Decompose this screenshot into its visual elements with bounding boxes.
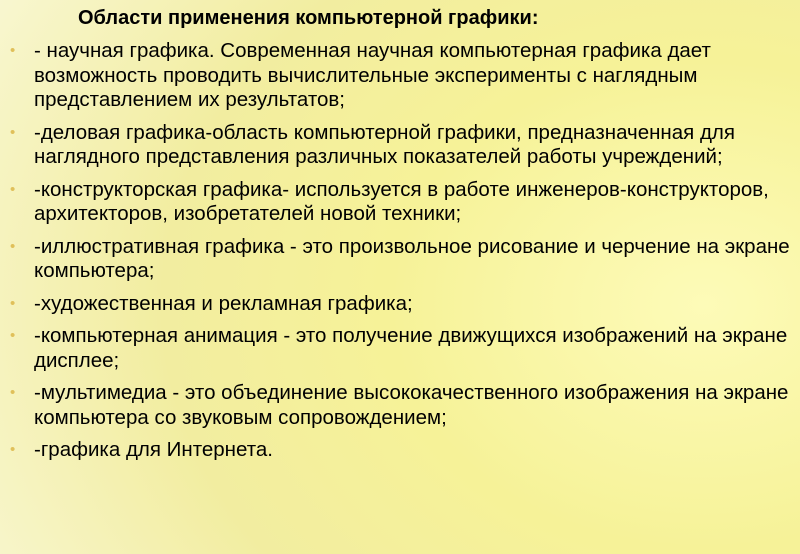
list-item	[10, 324, 794, 373]
list-item	[10, 292, 794, 317]
slide-title: Области применения компьютерной графики:	[78, 7, 539, 29]
list-item	[10, 178, 794, 227]
bullet-icon: •	[10, 384, 16, 401]
list-item-text: -графика для Интернета.	[34, 438, 273, 461]
list-item-text: -мультимедиа - это объединение высококачественного изображения на экране компьютера со звуковым сопровождением;	[34, 381, 789, 429]
list-item	[10, 381, 794, 430]
list-item	[10, 438, 794, 463]
bullet-icon: •	[10, 123, 16, 141]
bullet-icon: •	[10, 180, 16, 198]
bullet-list	[10, 39, 794, 471]
bullet-icon: •	[10, 327, 16, 344]
bullet-icon: •	[10, 237, 16, 255]
bullet-icon: •	[10, 441, 16, 458]
bullet-icon: •	[10, 42, 16, 59]
list-item	[10, 121, 794, 170]
bullet-icon: •	[10, 294, 16, 312]
list-item-text: -иллюстративная графика - это произвольное рисование и черчение на экране компьютера;	[34, 234, 790, 282]
list-item-text: -компьютерная анимация - это получение движущихся изображений на экране дисплее;	[34, 324, 788, 372]
list-item	[10, 39, 794, 113]
list-item	[10, 235, 794, 284]
list-item-text: -конструкторская графика- используется в работе инженеров-конструкторов, архитекторов, изобретателей новой техники;	[34, 177, 769, 225]
list-item-text: -художественная и рекламная графика;	[34, 291, 413, 315]
list-item-text: - научная графика. Современная научная компьютерная графика дает возможность проводить вычислительные эксперименты с наглядным представлением их результатов;	[34, 39, 711, 111]
list-item-text: -деловая графика-область компьютерной графики, предназначенная для наглядного представления различных показателей работы учреждений;	[34, 120, 735, 168]
